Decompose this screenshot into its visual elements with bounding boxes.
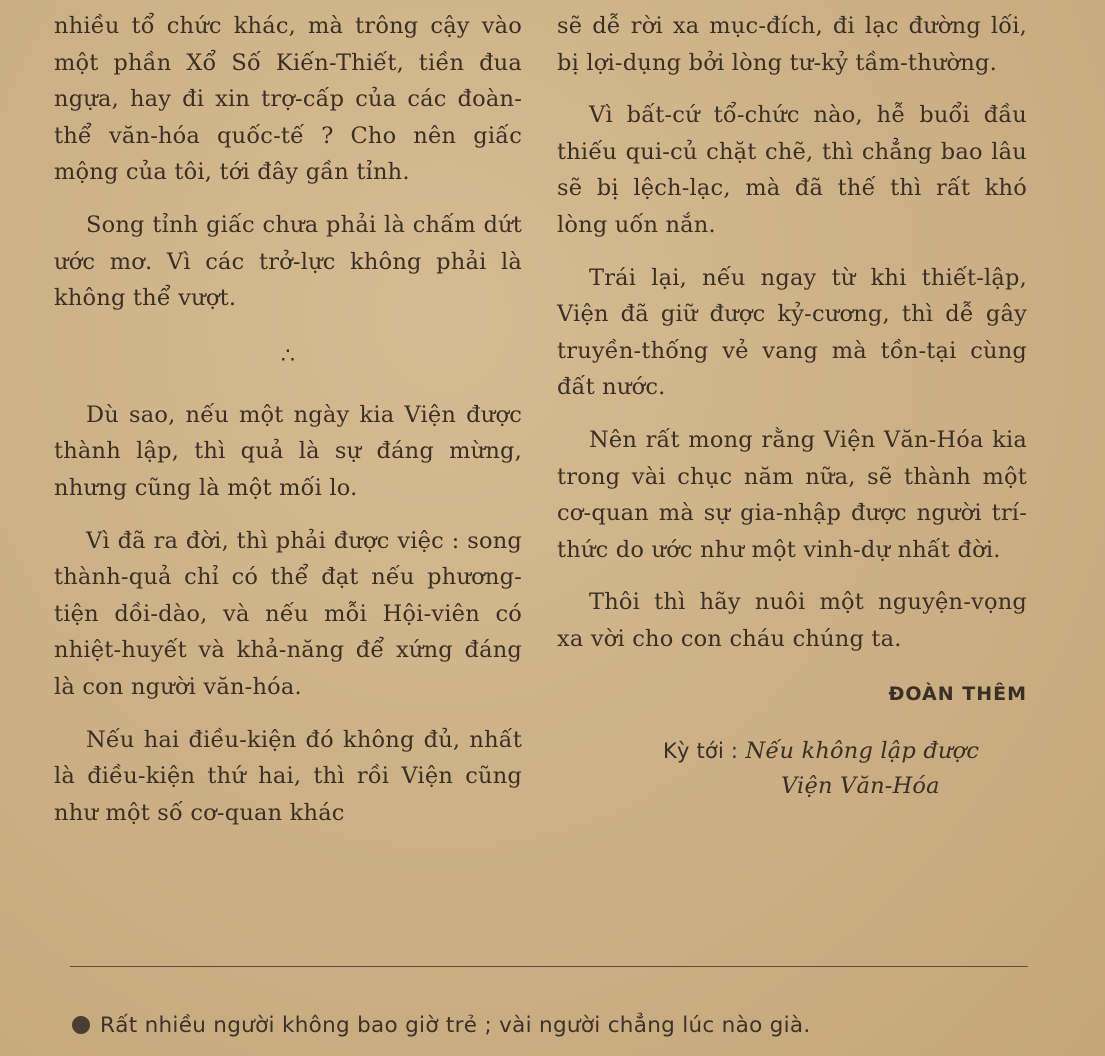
divider-line [70,966,1028,967]
paragraph: Trái lại, nếu ngay từ khi thiết-lập, Viện đã giữ được kỷ-cương, thì dễ gây truyền-thống vẻ vang mà tồn-tại cùng đất nước. [557,264,1027,401]
paragraph: sẽ dễ rời xa mục-đích, đi lạc đường lối, bị lợi-dụng bởi lòng tư-kỷ tầm-thường. [557,13,1027,76]
right-column [557,8,1027,804]
next-issue-label: Kỳ tới : [663,739,739,764]
left-column [54,8,522,831]
bullet-icon [72,1016,90,1034]
paragraph: Vì bất-cứ tổ-chức nào, hễ buổi đầu thiếu qui-củ chặt chẽ, thì chẳng bao lâu sẽ bị lệch-lạc, mà đã thế thì rất khó lòng uốn nắn. [557,102,1027,238]
next-issue-note [557,734,1027,804]
paragraph: Nếu hai điều-kiện đó không đủ, nhất là điều-kiện thứ hai, thì rồi Viện cũng như một số cơ-quan khác [54,726,522,826]
footer-quote-text: Rất nhiều người không bao giờ trẻ ; vài người chẳng lúc nào già. [100,1013,811,1038]
next-issue-title: Nếu không lập được [745,738,980,765]
author-signature: ĐOÀN THÊM [888,682,1027,705]
footer-quote [72,1010,811,1042]
paragraph: Nên rất mong rằng Viện Văn-Hóa kia trong vài chục năm nữa, sẽ thành một cơ-quan mà sự gia-nhập được người trí-thức do ước như một vinh-dự nhất đời. [557,426,1027,563]
paragraph: Vì đã ra đời, thì phải được việc : song thành-quả chỉ có thể đạt nếu phương-tiện dồi-dào, và nếu mỗi Hội-viên có nhiệt-huyết và khả-năng để xứng đáng là con người văn-hóa. [54,527,522,700]
paragraph: Song tỉnh giấc chưa phải là chấm dứt ước mơ. Vì các trở-lực không phải là không thể vượt. [54,211,522,312]
paragraph: nhiều tổ chức khác, mà trông cậy vào một phần Xổ Số Kiến-Thiết, tiền đua ngựa, hay đi xin trợ-cấp của các đoàn-thể văn-hóa quốc-tế ? Cho nên giấc mộng của tôi, tới đây gần tỉnh. [54,13,522,186]
next-issue-title-continued: Viện Văn-Hóa [781,773,940,800]
section-separator: ∴ [280,343,296,369]
paragraph: Thôi thì hãy nuôi một nguyện-vọng xa vời cho con cháu chúng ta. [557,589,1027,652]
paragraph: Dù sao, nếu một ngày kia Viện được thành lập, thì quả là sự đáng mừng, nhưng cũng là một mối lo. [54,401,522,501]
